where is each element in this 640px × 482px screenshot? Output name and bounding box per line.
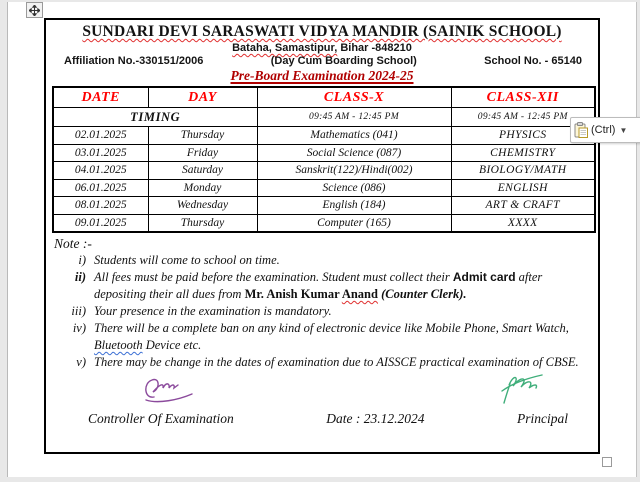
table-row xyxy=(53,162,595,180)
note-number: iv) xyxy=(72,321,86,335)
cell-class-x: English (184) xyxy=(257,197,451,215)
resize-handle[interactable] xyxy=(602,457,612,467)
school-address xyxy=(46,42,598,54)
bluetooth-misspell: Bluetooth xyxy=(94,338,143,352)
note-item xyxy=(60,269,592,303)
header-class-x: CLASS-X xyxy=(257,87,451,108)
notes-heading: Note :- xyxy=(54,236,92,251)
note-text: Students will come to school on time. xyxy=(94,253,280,267)
exam-schedule-table xyxy=(52,86,596,233)
note-text: There may be change in the dates of examination due to AISSCE practical examination of CBSE. xyxy=(94,355,579,369)
note-number: v) xyxy=(76,355,86,369)
cell-class-xii: ENGLISH xyxy=(451,179,595,197)
note-number: i) xyxy=(78,253,86,267)
table-row xyxy=(53,214,595,232)
dropdown-arrow-icon[interactable]: ▼ xyxy=(619,125,628,135)
page-bottom-edge xyxy=(0,477,640,482)
clerk-surname-misspell: Anand xyxy=(341,287,378,301)
cell-date: 08.01.2025 xyxy=(53,197,148,215)
cell-day: Wednesday xyxy=(148,197,257,215)
table-header-row xyxy=(53,87,595,108)
cell-day: Thursday xyxy=(148,214,257,232)
cell-class-x: Sanskrit(122)/Hindi(002) xyxy=(257,162,451,180)
timing-class-xii: 09:45 AM - 12:45 PM xyxy=(451,108,595,127)
cell-class-x: Mathematics (041) xyxy=(257,127,451,145)
header-day: DAY xyxy=(148,87,257,108)
page-top-edge xyxy=(0,0,640,2)
cell-class-x: Computer (165) xyxy=(257,214,451,232)
note-text-part: All fees must be paid before the examination. Student must collect their xyxy=(94,270,453,284)
header-date: DATE xyxy=(53,87,148,108)
date-label: Date : 23.12.2024 xyxy=(326,411,425,426)
principal-signature xyxy=(494,371,546,407)
cell-class-xii: XXXX xyxy=(451,214,595,232)
table-row xyxy=(53,127,595,145)
table-row xyxy=(53,144,595,162)
controller-signature xyxy=(140,373,202,407)
cell-class-xii: PHYSICS xyxy=(451,127,595,145)
clerk-name-bold: Mr. Anish Kumar xyxy=(244,287,342,301)
cell-class-x: Social Science (087) xyxy=(257,144,451,162)
paste-options-label: (Ctrl) xyxy=(591,124,616,136)
cell-date: 06.01.2025 xyxy=(53,179,148,197)
document-frame xyxy=(44,18,600,454)
address-rest: Bihar -848210 xyxy=(337,42,412,54)
controller-label: Controller Of Examination xyxy=(88,411,234,426)
note-number: iii) xyxy=(71,304,86,318)
clipboard-paste-icon xyxy=(574,122,588,138)
school-name: SUNDARI DEVI SARASWATI VIDYA MANDIR (SAINIK SCHOOL) xyxy=(82,23,562,40)
move-icon xyxy=(29,5,40,16)
note-text: Your presence in the examination is mandatory. xyxy=(94,304,332,318)
cell-class-xii: CHEMISTRY xyxy=(451,144,595,162)
exam-title: Pre-Board Examination 2024-25 xyxy=(230,68,414,83)
note-item xyxy=(60,354,592,371)
table-move-handle[interactable] xyxy=(26,2,43,18)
table-row xyxy=(53,179,595,197)
cell-day: Thursday xyxy=(148,127,257,145)
cell-class-xii: BIOLOGY/MATH xyxy=(451,162,595,180)
paste-options-button[interactable] xyxy=(570,117,640,143)
note-text-part: after depositing their all dues from xyxy=(94,270,543,301)
note-text-part: Device etc. xyxy=(142,338,202,352)
counter-clerk-bold: (Counter Clerk). xyxy=(377,287,467,301)
note-number: ii) xyxy=(74,270,86,284)
school-number: School No. - 65140 xyxy=(484,55,582,67)
cell-day: Friday xyxy=(148,144,257,162)
note-item xyxy=(60,252,592,269)
cell-day: Saturday xyxy=(148,162,257,180)
footer-row xyxy=(46,411,598,427)
affiliation-number: Affiliation No.-330151/2006 xyxy=(64,55,204,67)
note-text-part: There will be a complete ban on any kind of electronic device like Mobile Phone, Smart Watch, xyxy=(94,321,569,335)
note-text xyxy=(94,269,592,303)
header-class-xii: CLASS-XII xyxy=(451,87,595,108)
principal-label: Principal xyxy=(517,411,568,426)
admit-card-bold: Admit card xyxy=(452,270,516,284)
cell-date: 04.01.2025 xyxy=(53,162,148,180)
school-info-row xyxy=(46,54,598,67)
cell-class-xii: ART & CRAFT xyxy=(451,197,595,215)
cell-day: Monday xyxy=(148,179,257,197)
cell-date: 03.01.2025 xyxy=(53,144,148,162)
note-item xyxy=(60,303,592,320)
note-item xyxy=(60,320,592,354)
cell-class-x: Science (086) xyxy=(257,179,451,197)
table-row xyxy=(53,197,595,215)
cell-date: 02.01.2025 xyxy=(53,127,148,145)
signature-row xyxy=(46,371,598,409)
timing-row xyxy=(53,108,595,127)
timing-class-x: 09:45 AM - 12:45 PM xyxy=(257,108,451,127)
address-marked-words: Bataha, Samastipur, xyxy=(232,42,338,54)
note-text xyxy=(94,320,592,354)
cell-date: 09.01.2025 xyxy=(53,214,148,232)
timing-label: TIMING xyxy=(53,108,257,127)
school-type: (Day Cum Boarding School) xyxy=(270,55,417,67)
